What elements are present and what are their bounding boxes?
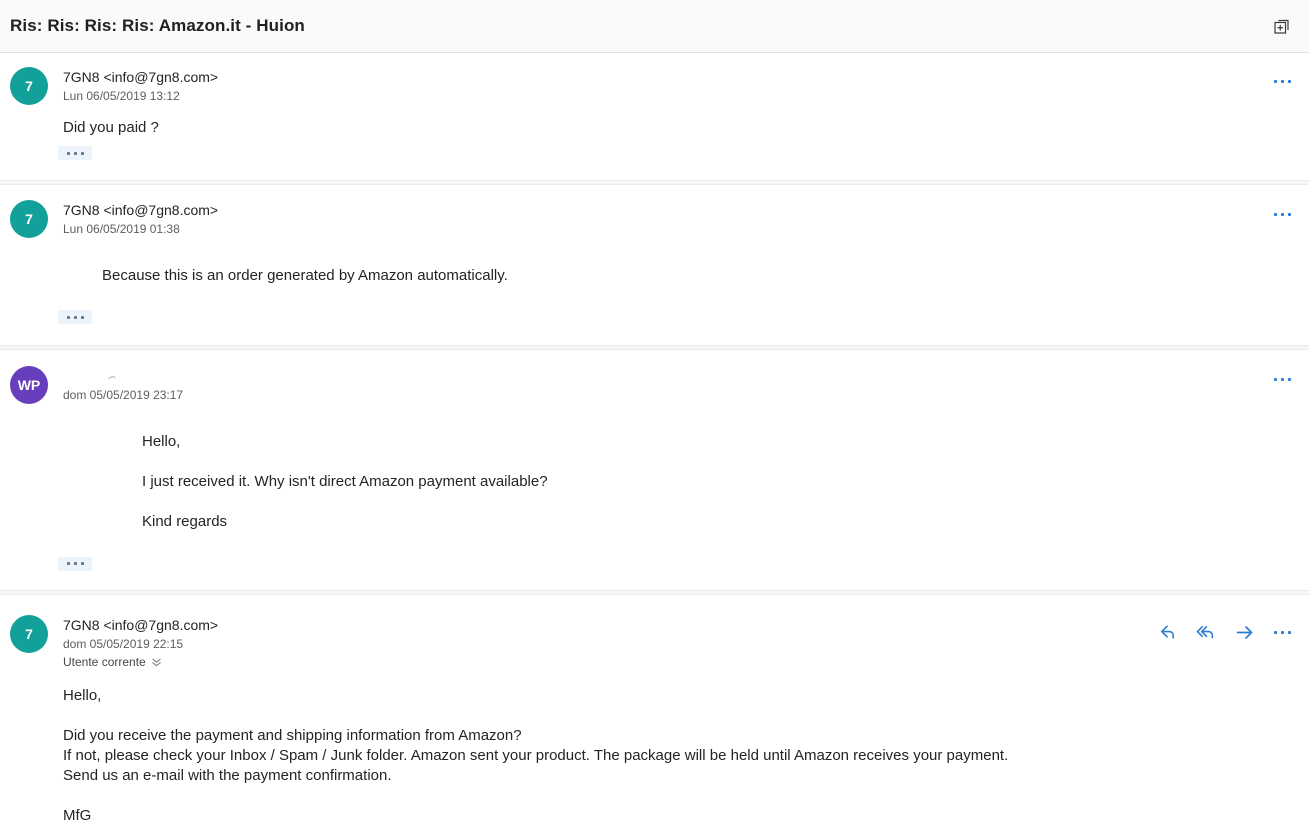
message-date: Lun 06/05/2019 01:38 xyxy=(63,222,180,236)
ellipsis-icon xyxy=(67,152,70,155)
forward-icon xyxy=(1235,623,1255,642)
reply-all-button[interactable] xyxy=(1196,623,1216,642)
message-actions xyxy=(1274,375,1291,384)
more-actions-button[interactable] xyxy=(1274,628,1291,637)
message-header xyxy=(0,615,1309,672)
more-icon xyxy=(1274,77,1291,86)
message-meta xyxy=(63,615,218,672)
more-actions-button[interactable] xyxy=(1274,77,1291,86)
sender[interactable]: 7GN8 <info@7gn8.com> xyxy=(63,616,219,633)
avatar[interactable] xyxy=(10,615,48,653)
more-actions-button[interactable] xyxy=(1274,210,1291,219)
message-date: dom 05/05/2019 23:17 xyxy=(63,388,184,402)
message-card xyxy=(0,350,1309,590)
avatar-initials: 7 xyxy=(25,625,33,642)
body-text: Did you paid ? xyxy=(63,119,159,136)
body-text: I just received it. Why isn't direct Amazon payment available? xyxy=(142,473,548,490)
avatar[interactable] xyxy=(10,200,48,238)
more-icon xyxy=(1274,375,1291,384)
message-body xyxy=(63,118,1309,138)
show-quoted-text-button[interactable] xyxy=(58,557,92,571)
message-card xyxy=(0,185,1309,345)
message-actions xyxy=(1274,77,1291,86)
body-text: Because this is an order generated by Amazon automatically. xyxy=(102,267,508,284)
open-in-new-window-button[interactable] xyxy=(1272,17,1291,36)
redaction-smudge xyxy=(108,375,116,380)
reply-button[interactable] xyxy=(1158,623,1177,642)
show-quoted-text-button[interactable] xyxy=(58,146,92,160)
message-meta xyxy=(63,366,183,404)
ellipsis-icon xyxy=(67,562,70,565)
message-meta xyxy=(63,67,218,105)
recipients-label: Utente corrente xyxy=(63,654,146,669)
body-text: Hello, xyxy=(63,686,102,704)
popout-icon xyxy=(1272,17,1291,36)
message-card xyxy=(0,595,1309,824)
conversation-header xyxy=(0,0,1309,53)
chevron-double-down-icon xyxy=(151,658,162,667)
sender-redacted[interactable] xyxy=(63,367,183,386)
message-date: dom 05/05/2019 22:15 xyxy=(63,636,184,651)
avatar-initials: 7 xyxy=(25,78,33,94)
show-quoted-text-button[interactable] xyxy=(58,310,92,324)
body-text: If not, please check your Inbox / Spam / Junk folder. Amazon sent your product. The package will be held until Amazon receives your payment. xyxy=(63,746,1009,764)
body-text: Did you receive the payment and shipping information from Amazon? xyxy=(63,726,522,744)
body-blank-line xyxy=(63,786,1309,806)
avatar[interactable] xyxy=(10,366,48,404)
message-body xyxy=(63,686,1309,824)
message-header xyxy=(0,366,1309,404)
more-icon xyxy=(1274,210,1291,219)
body-blank-line xyxy=(63,706,1309,726)
recipients-toggle[interactable] xyxy=(63,653,162,672)
message-body xyxy=(102,266,1309,286)
avatar[interactable] xyxy=(10,67,48,105)
more-icon xyxy=(1274,628,1291,637)
reply-all-icon xyxy=(1196,623,1216,642)
message-meta xyxy=(63,200,218,238)
conversation-subject: Ris: Ris: Ris: Ris: Amazon.it - Huion xyxy=(10,16,305,35)
message-actions xyxy=(1274,210,1291,219)
body-text: MfG xyxy=(63,806,92,824)
message-card xyxy=(0,53,1309,180)
reply-icon xyxy=(1158,623,1177,642)
message-header xyxy=(0,67,1309,105)
body-text: Hello, xyxy=(142,433,181,450)
more-actions-button[interactable] xyxy=(1274,375,1291,384)
avatar-initials: WP xyxy=(17,377,41,393)
body-text: Kind regards xyxy=(142,513,228,530)
sender[interactable]: 7GN8 <info@7gn8.com> xyxy=(63,202,219,218)
message-header xyxy=(0,200,1309,238)
message-body xyxy=(142,432,1309,532)
avatar-initials: 7 xyxy=(25,211,33,227)
body-text: Send us an e-mail with the payment confirmation. xyxy=(63,766,392,784)
message-date: Lun 06/05/2019 13:12 xyxy=(63,89,180,103)
forward-button[interactable] xyxy=(1235,623,1255,642)
ellipsis-icon xyxy=(67,316,70,319)
message-actions xyxy=(1158,623,1291,642)
sender[interactable]: 7GN8 <info@7gn8.com> xyxy=(63,69,219,85)
